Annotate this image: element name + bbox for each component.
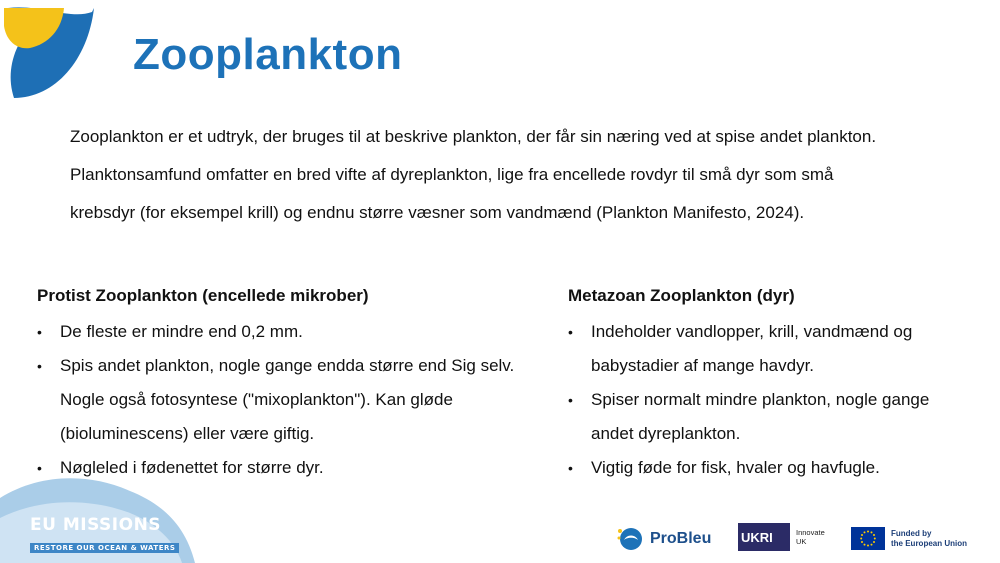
eu-flag-icon <box>851 527 885 550</box>
protist-heading: Protist Zooplankton (encellede mikrober) <box>37 286 369 305</box>
bullet-icon: • <box>568 460 573 476</box>
probleu-icon <box>616 526 646 552</box>
list-item: • De fleste er mindre end 0,2 mm. <box>37 315 542 349</box>
funded-by-eu-logo <box>851 527 967 550</box>
metazoan-column <box>568 283 968 485</box>
intro-line: Zooplankton er et udtryk, der bruges til at beskrive plankton, der får sin næring ved at spise andet plankton. <box>70 127 877 146</box>
funded-by-eu-label: Funded by the European Union <box>891 528 967 548</box>
probleu-label: ProBleu <box>650 530 712 547</box>
ukri-mark: UKRI <box>738 523 790 551</box>
bullet-icon: • <box>37 324 42 340</box>
eu-missions-title: EU MISSIONS <box>30 515 162 535</box>
innovate-uk-logo <box>738 523 825 551</box>
page-title: Zooplankton <box>133 30 403 79</box>
list-item: • Indeholder vandlopper, krill, vandmænd og babystadier af mange havdyr. <box>568 315 968 383</box>
probleu-logo <box>616 526 711 552</box>
intro-line: Planktonsamfund omfatter en bred vifte af dyreplankton, lige fra encellede rovdyr til små dyr som små <box>70 165 834 184</box>
bullet-icon: • <box>37 358 42 374</box>
bullet-icon: • <box>568 324 573 340</box>
eu-missions-logo <box>30 515 179 554</box>
brand-logo-shape <box>0 0 100 100</box>
innovate-uk-label: Innovate UK <box>796 528 825 546</box>
list-item: • Nøgleled i fødenettet for større dyr. <box>37 451 542 485</box>
bullet-icon: • <box>37 460 42 476</box>
intro-line: krebsdyr (for eksempel krill) og endnu større væsner som vandmænd (Plankton Manifesto, 2024). <box>70 203 805 222</box>
metazoan-heading: Metazoan Zooplankton (dyr) <box>568 286 795 305</box>
list-item: • Spiser normalt mindre plankton, nogle gange andet dyreplankton. <box>568 383 968 451</box>
protist-list <box>37 315 542 485</box>
eu-missions-subtitle: RESTORE OUR OCEAN & WATERS <box>30 543 179 553</box>
protist-column <box>37 283 542 485</box>
list-item: • Vigtig føde for fisk, hvaler og havfugle. <box>568 451 968 485</box>
metazoan-list <box>568 315 968 485</box>
list-item: • Spis andet plankton, nogle gange endda større end Sig selv. Nogle også fotosyntese ("mixoplankton"). Kan gløde (bioluminescens) eller være giftig. <box>37 349 542 451</box>
bullet-icon: • <box>568 392 573 408</box>
intro-paragraph <box>70 118 970 232</box>
